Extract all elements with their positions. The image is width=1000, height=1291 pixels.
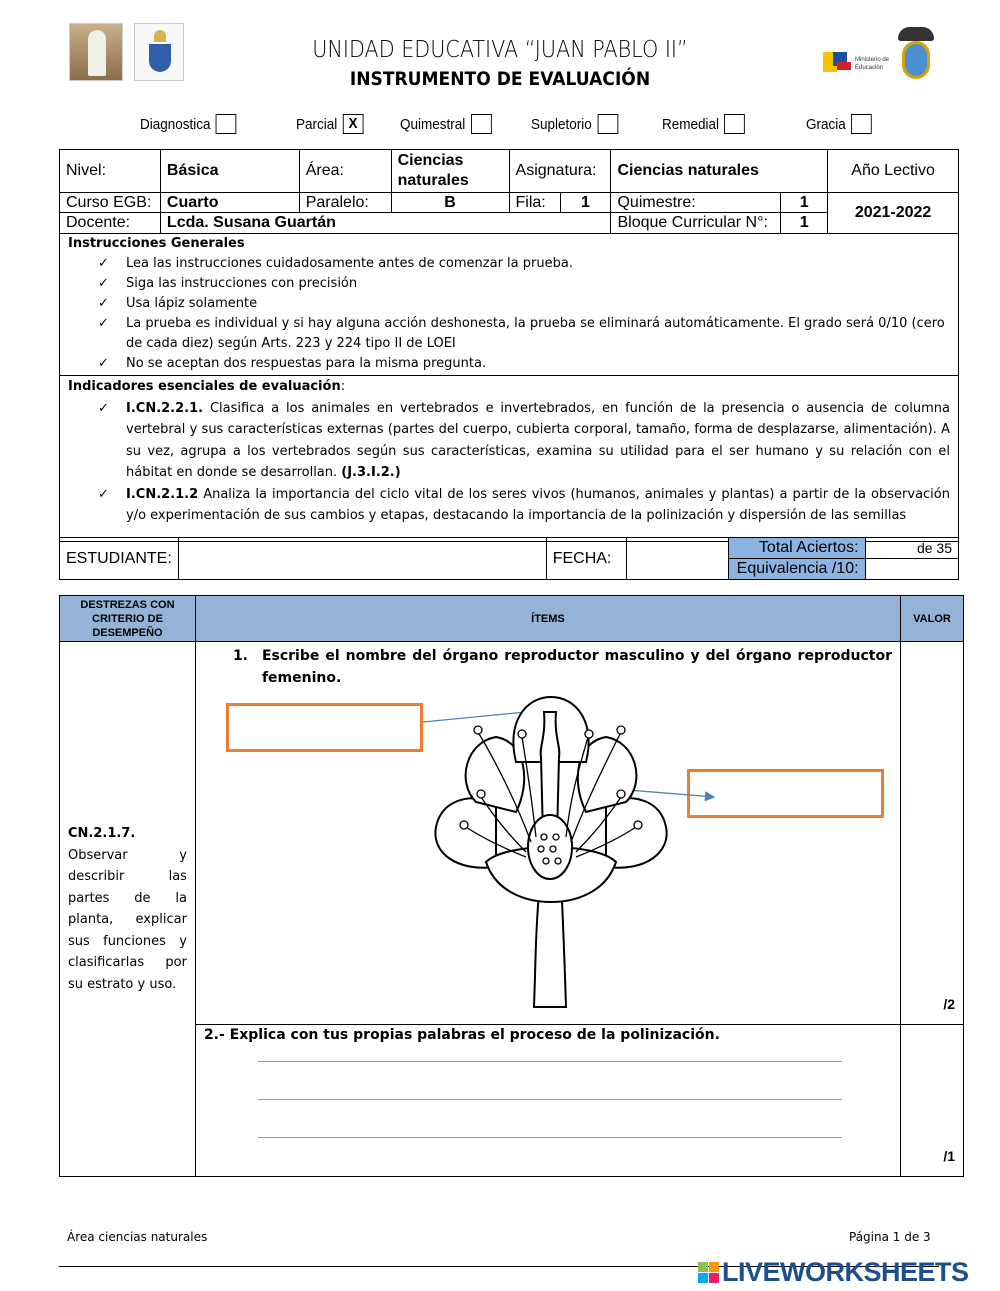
- flower-diagram: [196, 642, 902, 1025]
- skills-header: DESTREZAS CON CRITERIO DE DESEMPEÑO: [60, 596, 196, 642]
- indicator-text: Analiza la importancia del ciclo vital de los seres vivos (humanos, animales y plantas) a partir de la observación y/o experimentación de sus cambios y etapas, destacando la importancia de la polinización y dispersión de las semillas: [126, 486, 950, 523]
- curso-label: Curso EGB:: [60, 193, 161, 213]
- ministry-logo-text: Ministerio de Educación: [855, 57, 890, 71]
- question-2: [195, 1025, 900, 1177]
- check-icon: ✓: [98, 296, 109, 311]
- evaluation-indicators: Indicadores esenciales de evaluación: ✓ I.CN.2.2.1. Clasifica a los animales en vertebrados e invertebrados, en función de la presencia o ausencia de columna vertebral y sus características externas (partes del cuerpo, cubierta corporal, tamaño, forma de desplazarse, alimentación). A su vez, agrupa a los vertebrados según sus características, examina su utilidad para el ser humano y su relación con el hábitat en donde se desarrollan. (J.3.I.2.) ✓ I.CN.2.1.2 Analiza la importancia del ciclo vital de los seres vivos (humanos, animales y plantas) a partir de la observación y/o experimentación de sus cambios y etapas, destacando la importancia de la polinización y dispersión de las semillas: [60, 376, 958, 541]
- evaluation-type-selector: [140, 114, 879, 134]
- fila-value: 1: [560, 193, 611, 213]
- nivel-value: Básica: [160, 150, 299, 193]
- question-1-text: Escribe el nombre del órgano reproductor masculino y del órgano reproductor femenino.: [261, 648, 892, 686]
- checkbox[interactable]: X: [343, 114, 364, 134]
- quimestre-value: 1: [781, 193, 828, 213]
- indicator-ref: (J.3.I.2.): [341, 465, 401, 480]
- docente-value: Lcda. Susana Guartán: [160, 213, 611, 234]
- check-icon: ✓: [98, 276, 109, 291]
- question-1: [195, 642, 900, 1025]
- indicator-code: I.CN.2.2.1.: [126, 400, 204, 416]
- skill-cell: [60, 642, 196, 1177]
- eval-type-label: Gracia: [806, 115, 846, 133]
- paralelo-label: Paralelo:: [299, 193, 391, 213]
- anio-value: 2021-2022: [828, 193, 959, 234]
- student-table: [59, 537, 959, 580]
- area-label: Área:: [299, 150, 391, 193]
- checkbox[interactable]: [851, 114, 872, 134]
- school-title: UNIDAD EDUCATIVA “JUAN PABLO II”: [312, 37, 688, 63]
- question-2-value: /1: [901, 1025, 964, 1177]
- checkbox[interactable]: [597, 114, 618, 134]
- liveworksheets-logo: [698, 1257, 969, 1288]
- checkbox[interactable]: [216, 114, 237, 134]
- checkbox[interactable]: [724, 114, 745, 134]
- instructions-title: Instrucciones Generales: [68, 236, 245, 251]
- eval-type-gracia[interactable]: [806, 114, 872, 134]
- eval-type-remedial[interactable]: [662, 114, 792, 134]
- fila-label: Fila:: [509, 193, 560, 213]
- footer-area: Área ciencias naturales: [67, 1230, 208, 1244]
- bloque-value: 1: [781, 213, 828, 234]
- equivalence-label: Equivalencia /10:: [728, 559, 865, 580]
- date-field[interactable]: [626, 538, 728, 580]
- indicators-title: Indicadores esenciales de evaluación: [68, 379, 341, 394]
- general-instructions: [60, 234, 958, 376]
- check-icon: ✓: [98, 256, 109, 271]
- student-name-field[interactable]: [178, 538, 546, 580]
- instruction-item: La prueba es individual y si hay alguna acción deshonesta, la prueba se eliminará automáticamente. El grado será 0/10 (cero de cada diez) según Arts. 223 y 224 tipo II de LOEI: [126, 316, 945, 351]
- curso-value: Cuarto: [160, 193, 299, 213]
- eval-type-label: Supletorio: [531, 115, 592, 133]
- eval-type-diagnostica[interactable]: [140, 114, 280, 134]
- total-label: Total Aciertos:: [728, 538, 865, 559]
- indicator-text: Clasifica a los animales en vertebrados e invertebrados, en función de la presencia o ausencia de columna vertebral y sus características externas (partes del cuerpo, cubierta corporal, tamaño, forma de desplazarse, alimentación). A su vez, agrupa a los vertebrados según sus características, examina su utilidad para el ser humano y su relación con el hábitat en donde se desarrollan.: [126, 400, 950, 480]
- instruction-item: Usa lápiz solamente: [126, 296, 258, 311]
- items-table: [59, 595, 964, 1177]
- question-number: 1.: [232, 648, 248, 664]
- eval-type-label: Remedial: [662, 115, 720, 133]
- value-header: VALOR: [901, 596, 964, 642]
- eval-type-supletorio[interactable]: [531, 114, 649, 134]
- eval-type-label: Parcial: [296, 115, 338, 133]
- ecuador-coat-of-arms: [892, 27, 940, 85]
- checkbox[interactable]: [471, 114, 492, 134]
- quimestre-label: Quimestre:: [611, 193, 781, 213]
- instruction-item: Siga las instrucciones con precisión: [126, 276, 358, 291]
- bloque-label: Bloque Curricular N°:: [611, 213, 781, 234]
- eval-type-quimestral[interactable]: [400, 114, 518, 134]
- answer-line[interactable]: [258, 1061, 842, 1062]
- skill-text: Observar y describir las partes de la planta, explicar sus funciones y clasificarlas por su estrato y uso.: [68, 847, 187, 992]
- equivalence-field[interactable]: [865, 559, 958, 580]
- paralelo-value: B: [391, 193, 509, 213]
- anio-label: Año Lectivo: [828, 150, 959, 193]
- check-icon: ✓: [98, 356, 109, 371]
- eval-type-parcial[interactable]: [296, 114, 390, 134]
- check-icon: ✓: [98, 316, 109, 331]
- date-label: FECHA:: [546, 538, 626, 580]
- student-label: ESTUDIANTE:: [60, 538, 179, 580]
- answer-line[interactable]: [258, 1137, 842, 1138]
- asignatura-label: Asignatura:: [509, 150, 611, 193]
- check-icon: ✓: [98, 486, 109, 502]
- indicator-code: I.CN.2.1.2: [126, 486, 199, 502]
- eval-type-label: Quimestral: [400, 115, 466, 133]
- indicator-item: [126, 398, 950, 484]
- question-1-value: /2: [901, 642, 964, 1025]
- skill-code: CN.2.1.7.: [68, 826, 136, 841]
- answer-line[interactable]: [258, 1099, 842, 1100]
- course-info-table: [59, 149, 959, 234]
- instruction-item: No se aceptan dos respuestas para la misma pregunta.: [126, 356, 487, 371]
- footer-page: Página 1 de 3: [849, 1230, 931, 1244]
- check-icon: ✓: [98, 400, 109, 416]
- items-header: ÍTEMS: [195, 596, 900, 642]
- docente-label: Docente:: [60, 213, 161, 234]
- instruction-item: Lea las instrucciones cuidadosamente antes de comenzar la prueba.: [126, 256, 573, 271]
- question-2-text: 2.- Explica con tus propias palabras el proceso de la polinización.: [203, 1027, 720, 1043]
- liveworksheets-text: LIVEWORKSHEETS: [722, 1257, 969, 1287]
- instructions-panel: [59, 234, 959, 542]
- indicator-item: [126, 484, 950, 527]
- ministry-logo: [823, 48, 853, 76]
- document-subtitle: INSTRUMENTO DE EVALUACIÓN: [349, 68, 651, 90]
- eval-type-label: Diagnostica: [140, 115, 211, 133]
- area-value: Ciencias naturales: [391, 150, 509, 193]
- nivel-label: Nivel:: [60, 150, 161, 193]
- liveworksheets-icon: [698, 1262, 719, 1283]
- asignatura-value: Ciencias naturales: [611, 150, 828, 193]
- total-value: de 35: [865, 538, 958, 559]
